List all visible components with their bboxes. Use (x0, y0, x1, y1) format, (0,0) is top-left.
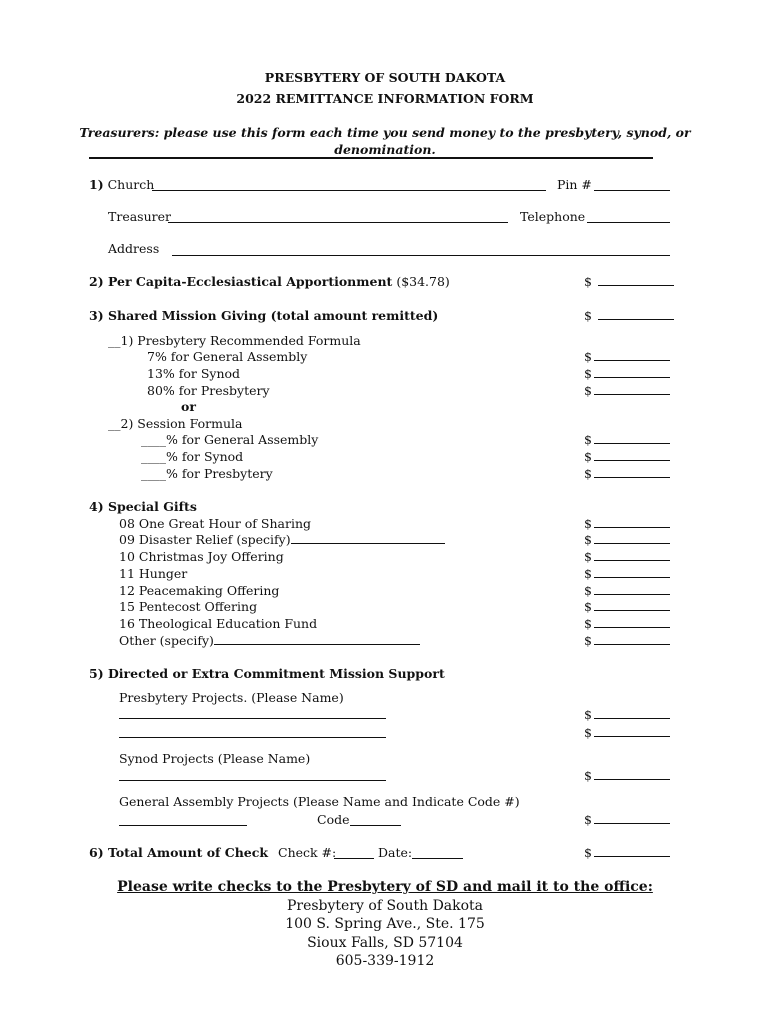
mail-address-line: 100 S. Spring Ave., Ste. 175 (285, 916, 485, 932)
synod-projects-label: Synod Projects (Please Name) (119, 751, 311, 766)
presbytery-project-field[interactable] (119, 718, 386, 719)
formula-item: 13% for Synod (147, 366, 241, 381)
instructions-line-2: denomination. (334, 142, 436, 157)
session-presbytery-amount[interactable]: $ (584, 466, 670, 481)
per-capita-amount[interactable]: $ (584, 274, 674, 289)
pin-field[interactable] (594, 190, 670, 191)
total-check-amount[interactable]: $ (584, 845, 670, 860)
code-field[interactable] (350, 825, 401, 826)
synod-project-field[interactable] (119, 780, 386, 781)
check-number-field[interactable] (334, 858, 374, 859)
per-capita-label: 2) Per Capita-Ecclesiastical Apportionment (89, 274, 393, 289)
mail-address-line: Sioux Falls, SD 57104 (307, 935, 463, 951)
gift-amount[interactable]: $ (584, 549, 670, 564)
gift-item: 16 Theological Education Fund (119, 616, 318, 631)
section-2-row (89, 274, 450, 289)
formula-synod-amount[interactable]: $ (584, 366, 670, 381)
session-item: ____% for Synod (141, 449, 244, 464)
directed-mission-label: 5) Directed or Extra Commitment Mission Support (89, 666, 445, 681)
church-field[interactable] (152, 190, 546, 191)
presbytery-project-field[interactable] (119, 737, 386, 738)
session-item: ____% for General Assembly (141, 432, 319, 447)
office-phone: 605-339-1912 (335, 953, 435, 969)
shared-mission-label: 3) Shared Mission Giving (total amount remitted) (89, 308, 439, 323)
presbytery-project-amount[interactable]: $ (584, 707, 670, 722)
date-label: Date: (378, 845, 413, 860)
date-field[interactable] (412, 858, 463, 859)
gift-item: 12 Peacemaking Offering (119, 583, 280, 598)
gift-item: 11 Hunger (119, 566, 188, 581)
section-1-number: 1) (89, 177, 104, 192)
formula-ga-amount[interactable]: $ (584, 349, 670, 364)
gift-item: 09 Disaster Relief (specify) (119, 532, 445, 547)
ga-projects-label: General Assembly Projects (Please Name and Indicate Code #) (119, 794, 520, 809)
pin-label: Pin # (557, 177, 592, 192)
session-ga-amount[interactable]: $ (584, 432, 670, 447)
shared-mission-amount[interactable]: $ (584, 308, 674, 323)
formula-item: 80% for Presbytery (147, 383, 270, 398)
gift-amount[interactable]: $ (584, 616, 670, 631)
ga-project-amount[interactable]: $ (584, 812, 670, 827)
option-1-label: __1) Presbytery Recommended Formula (108, 333, 361, 348)
church-label: Church (107, 177, 155, 192)
code-label: Code (317, 812, 350, 827)
total-check-label: 6) Total Amount of Check (89, 845, 269, 860)
org-heading: PRESBYTERY OF SOUTH DAKOTA (264, 70, 506, 85)
telephone-field[interactable] (587, 222, 670, 223)
per-capita-rate: ($34.78) (396, 274, 450, 289)
presbytery-project-amount[interactable]: $ (584, 725, 670, 740)
session-item: ____% for Presbytery (141, 466, 273, 481)
telephone-label: Telephone (520, 209, 586, 224)
ga-project-field[interactable] (119, 825, 247, 826)
gift-item: 08 One Great Hour of Sharing (119, 516, 311, 531)
gift-amount[interactable]: $ (584, 516, 670, 531)
or-separator: or (181, 399, 196, 414)
mail-instruction: Please write checks to the Presbytery of SD and mail it to the office: (117, 879, 653, 895)
gift-amount[interactable]: $ (584, 599, 670, 614)
check-number-label: Check #: (278, 845, 337, 860)
gift-amount[interactable]: $ (584, 566, 670, 581)
presbytery-projects-label: Presbytery Projects. (Please Name) (119, 690, 344, 705)
gift-item: 10 Christmas Joy Offering (119, 549, 284, 564)
synod-project-amount[interactable]: $ (584, 768, 670, 783)
treasurer-field[interactable] (168, 222, 508, 223)
form-title: 2022 REMITTANCE INFORMATION FORM (236, 91, 534, 106)
option-2-label: __2) Session Formula (108, 416, 243, 431)
instructions-line-1: Treasurers: please use this form each time you send money to the presbytery, synod, or (79, 125, 691, 140)
other-specify-field[interactable] (214, 634, 420, 645)
gift-amount[interactable]: $ (584, 583, 670, 598)
mail-address-line: Presbytery of South Dakota (286, 898, 484, 914)
gift-item: Other (specify) (119, 633, 420, 648)
formula-item: 7% for General Assembly (147, 349, 308, 364)
gift-amount[interactable]: $ (584, 532, 670, 547)
header-divider (89, 157, 653, 159)
special-gifts-label: 4) Special Gifts (89, 499, 197, 514)
formula-presbytery-amount[interactable]: $ (584, 383, 670, 398)
session-synod-amount[interactable]: $ (584, 449, 670, 464)
treasurer-label: Treasurer (108, 209, 171, 224)
section-1-church-row (89, 177, 154, 192)
address-field[interactable] (172, 255, 670, 256)
gift-amount[interactable]: $ (584, 633, 670, 648)
disaster-relief-specify-field[interactable] (291, 533, 445, 544)
gift-item: 15 Pentecost Offering (119, 599, 258, 614)
address-label: Address (108, 241, 160, 256)
